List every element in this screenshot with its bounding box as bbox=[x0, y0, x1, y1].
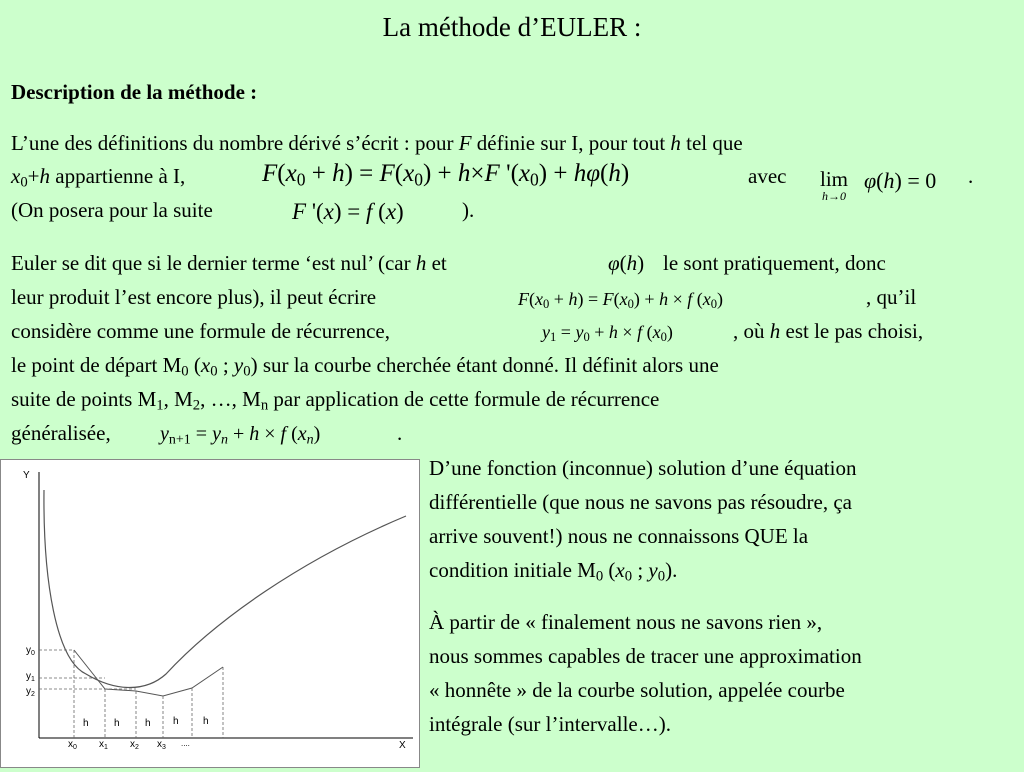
slide-title: La méthode d’EULER : bbox=[382, 12, 642, 42]
right-line8: intégrale (sur l’intervalle…). bbox=[429, 712, 671, 736]
x-dots-label: .... bbox=[181, 739, 190, 748]
x3-label: $x_3$ bbox=[157, 739, 166, 751]
right-line1: D’une fonction (inconnue) solution d’une équation bbox=[429, 456, 857, 480]
formula-recurrence-first: $y_1 = y_0 + h \times f$ $(x_0)$ bbox=[542, 322, 673, 345]
p2-line3a: considère comme une formule de récurrence, bbox=[11, 319, 390, 343]
x2-label: $x_2$ bbox=[130, 739, 139, 751]
p1-period: . bbox=[968, 164, 974, 188]
h-label: h bbox=[203, 716, 209, 727]
guide-lines bbox=[39, 650, 223, 738]
p2-line2b: , qu’il bbox=[866, 285, 917, 309]
section-heading: Description de la méthode : bbox=[11, 80, 258, 104]
p1-line3b: ). bbox=[462, 198, 475, 222]
formula-derivative-definition: $F(x_0 + h) = F(x_0) + h\times F$ '$(x_0) + h\varphi(h)$ bbox=[262, 160, 630, 190]
p2-line2a: leur produit l’est encore plus), il peut écrire bbox=[11, 285, 377, 309]
right-line7: « honnête » de la courbe solution, appelée courbe bbox=[429, 678, 845, 702]
x1-label: $x_1$ bbox=[99, 739, 108, 751]
right-line2: différentielle (que nous ne savons pas résoudre, ça bbox=[429, 490, 852, 514]
y0-label: $y_0$ bbox=[26, 645, 35, 657]
y1-label: $y_1$ bbox=[26, 671, 35, 683]
x0-label: $x_0$ bbox=[68, 739, 77, 751]
formula-f-definition: F '(x) = f (x) bbox=[292, 199, 404, 224]
h-label: h bbox=[173, 716, 179, 727]
right-line6: nous sommes capables de tracer une approximation bbox=[429, 644, 862, 668]
p1-avec: avec bbox=[748, 164, 787, 188]
formula-recurrence-general: $y_{n+1} = y_n + h \times f$ $(x_n)$ bbox=[160, 423, 321, 448]
formula-phi-h: φ(h) bbox=[608, 251, 645, 275]
formula-limit: lim h→0 bbox=[819, 167, 848, 203]
formula-euler-approx: $F(x_0 + h) = F(x_0) + h \times f$ $(x_0)$ bbox=[518, 289, 724, 312]
euler-graph-svg bbox=[1, 460, 419, 767]
p1-line3a: (On posera pour la suite bbox=[11, 198, 213, 222]
h-label: h bbox=[83, 718, 89, 729]
y-axis-label: Y bbox=[23, 470, 30, 481]
right-line3: arrive souvent!) nous ne connaissons QUE la bbox=[429, 524, 809, 548]
p2-line3b: , où h est le pas choisi, bbox=[733, 319, 924, 343]
p2-line1a: Euler se dit que si le dernier terme ‘est nul’ (car h et bbox=[11, 251, 447, 275]
p2-line1b: le sont pratiquement, donc bbox=[663, 251, 886, 275]
h-label: h bbox=[145, 718, 151, 729]
formula-limit-value: φ(h) = 0 bbox=[864, 168, 937, 193]
h-label: h bbox=[114, 718, 120, 729]
right-line4: condition initiale $M_0$ ($x_0$ ; $y_0$). bbox=[429, 558, 678, 585]
solution-curve bbox=[44, 490, 406, 688]
euler-graph bbox=[0, 459, 420, 768]
p2-line5: suite de points $M_1$, $M_2$, …, $M_n$ par application de cette formule de récurrence bbox=[11, 387, 660, 414]
p2-line6b: . bbox=[397, 421, 403, 445]
y2-label: $y_2$ bbox=[26, 686, 35, 698]
p2-line6a: généralisée, bbox=[11, 421, 111, 445]
p2-line4: le point de départ $M_0$ ($x_0$ ; $y_0$) sur la courbe cherchée étant donné. Il définit alors une bbox=[11, 353, 719, 380]
p1-line1: L’une des définitions du nombre dérivé s’écrit : pour F définie sur I, pour tout h tel que bbox=[11, 131, 743, 155]
p1-line2: $x_0+h$ appartienne à I, bbox=[11, 164, 186, 191]
right-line5: À partir de « finalement nous ne savons rien », bbox=[429, 610, 823, 634]
x-axis-label: X bbox=[399, 740, 406, 751]
